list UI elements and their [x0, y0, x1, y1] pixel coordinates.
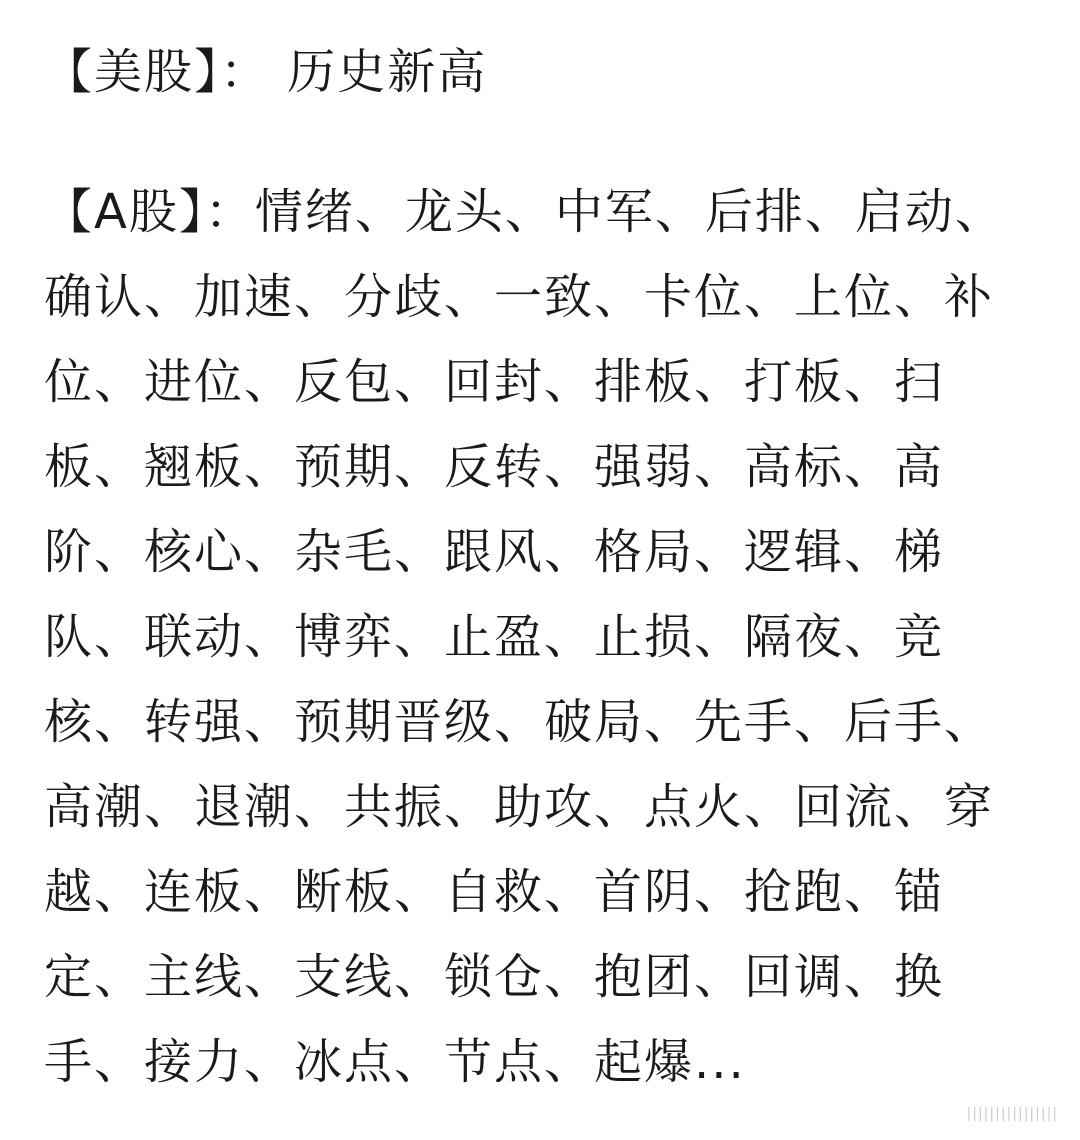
- a-share-line: 定、主线、支线、锁仓、抱团、回调、换: [44, 949, 945, 1005]
- a-share-line: 位、进位、反包、回封、排板、打板、扫: [44, 354, 945, 410]
- us-market-line: 【美股】： 历史新高: [44, 44, 488, 100]
- a-share-block: [44, 170, 1040, 1105]
- a-share-line: 越、连板、断板、自救、首阴、抢跑、锚: [44, 864, 945, 920]
- a-share-line: 【A股】：情绪、龙头、中军、后排、启动、: [44, 184, 1005, 240]
- watermark: ||||||||||||||||: [966, 1106, 1058, 1122]
- a-share-line: 高潮、退潮、共振、助攻、点火、回流、穿: [44, 779, 995, 835]
- a-share-line: 阶、核心、杂毛、跟风、格局、逻辑、梯: [44, 524, 945, 580]
- post-content: [44, 0, 1040, 1105]
- a-share-line: 确认、加速、分歧、一致、卡位、上位、补: [44, 269, 995, 325]
- a-share-line: 队、联动、博弈、止盈、止损、隔夜、竞: [44, 609, 945, 665]
- a-share-line: 手、接力、冰点、节点、起爆...: [44, 1034, 746, 1090]
- a-share-line: 板、翘板、预期、反转、强弱、高标、高: [44, 439, 945, 495]
- a-share-line: 核、转强、预期晋级、破局、先手、后手、: [44, 694, 995, 750]
